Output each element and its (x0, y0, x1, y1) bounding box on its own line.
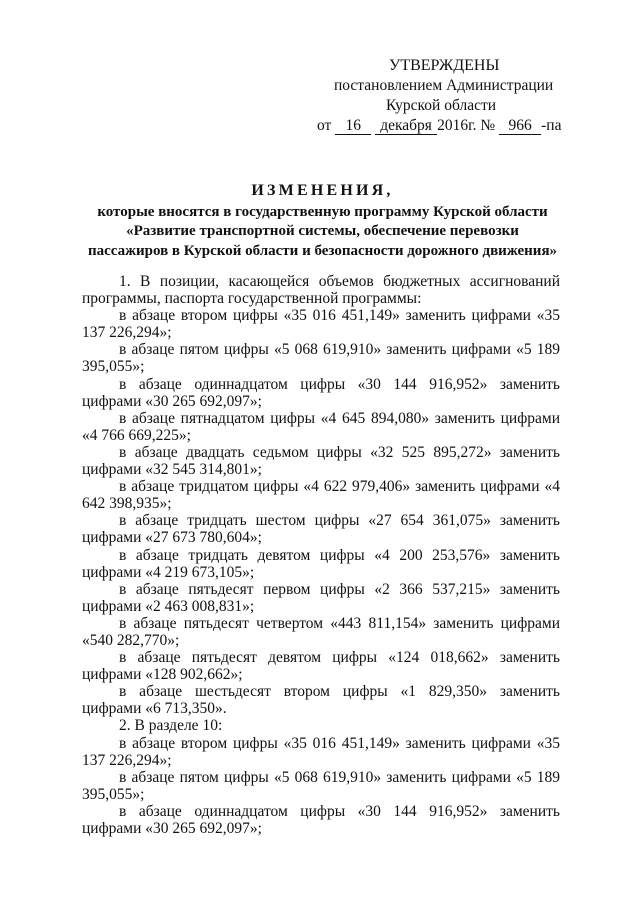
approval-suffix: -па (541, 117, 562, 134)
paragraph-4: в абзаце одиннадцатом цифры «30 144 916,952» заменить цифрами «30 265 692,097»; (82, 375, 560, 410)
approval-title: УТВЕРЖДЕНЫ (389, 57, 500, 74)
approval-date-line (308, 116, 568, 136)
paragraph-15: в абзаце втором цифры «35 016 451,149» заменить цифрами «35 137 226,294»; (82, 734, 560, 769)
paragraph-7: в абзаце тридцатом цифры «4 622 979,406» заменить цифрами «4 642 398,935»; (82, 478, 560, 513)
paragraph-14: 2. В разделе 10: (119, 717, 223, 735)
approval-number: 966 (499, 118, 541, 135)
paragraph-11: в абзаце пятьдесят четвертом «443 811,154» заменить цифрами «540 282,770»; (82, 614, 560, 649)
paragraph-3: в абзаце пятом цифры «5 068 619,910» заменить цифрами «5 189 395,055»; (82, 341, 560, 376)
paragraph-17: в абзаце одиннадцатом цифры «30 144 916,952» заменить цифрами «30 265 692,097»; (82, 802, 560, 837)
approval-day: 16 (335, 118, 371, 135)
heading-title: ИЗМЕНЕНИЯ, (251, 182, 394, 199)
paragraph-6: в абзаце двадцать седьмом цифры «32 525 895,272» заменить цифрами «32 545 314,801»; (82, 443, 560, 479)
paragraph-13: в абзаце шестьдесят втором цифры «1 829,350» заменить цифрами «6 713,350». (82, 683, 560, 718)
paragraph-2: в абзаце втором цифры «35 016 451,149» заменить цифрами «35 137 226,294»; (82, 307, 560, 342)
paragraph-5: в абзаце пятнадцатом цифры «4 645 894,080» заменить цифрами «4 766 669,225»; (82, 409, 560, 444)
paragraph-10: в абзаце пятьдесят первом цифры «2 366 537,215» заменить цифрами «2 463 008,831»; (82, 580, 560, 615)
approval-year-no: 2016г. № (437, 117, 496, 134)
approval-prefix: от (317, 117, 332, 134)
paragraph-16: в абзаце пятом цифры «5 068 619,910» заменить цифрами «5 189 395,055»; (82, 768, 560, 803)
paragraph-1: 1. В позиции, касающейся объемов бюджетных ассигнований программы, паспорта государственной программы: (82, 273, 560, 308)
approval-line-2: постановлением Администрации (334, 77, 554, 94)
paragraph-8: в абзаце тридцать шестом цифры «27 654 361,075» заменить цифрами «27 673 780,604»; (82, 512, 560, 547)
approval-line-3: Курской области (386, 97, 497, 114)
heading-subtitle: которые вносятся в государственную программу Курской области «Развитие транспортной системы, обеспечение перевозки пассажиров в Курской области и безопасности дорожного движения» (87, 203, 558, 259)
approval-month: декабря (375, 118, 437, 135)
document-body (82, 273, 560, 837)
paragraph-9: в абзаце тридцать девятом цифры «4 200 253,576» заменить цифрами «4 219 673,105»; (82, 546, 560, 581)
paragraph-12: в абзаце пятьдесят девятом цифры «124 018,662» заменить цифрами «128 902,662»; (82, 649, 560, 684)
document-heading (85, 181, 560, 261)
approval-stamp (308, 56, 568, 136)
